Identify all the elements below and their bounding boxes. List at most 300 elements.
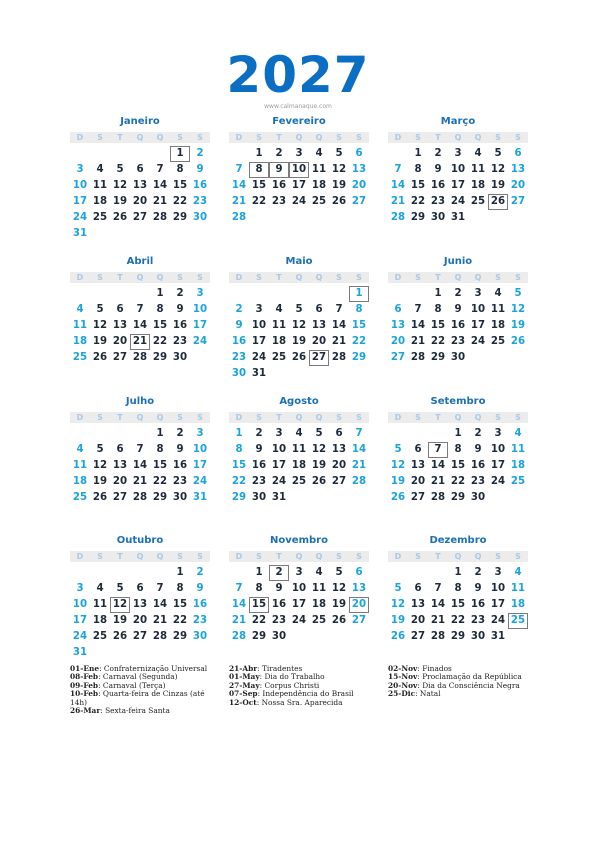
weekday-label: S bbox=[336, 413, 342, 422]
day-cell: 21 bbox=[410, 336, 426, 347]
week-row bbox=[229, 581, 369, 597]
day-cell: 7 bbox=[394, 164, 402, 175]
day-cell: 24 bbox=[192, 336, 208, 347]
day-cell: 16 bbox=[172, 320, 188, 331]
weekday-label: T bbox=[117, 133, 123, 142]
day-cell: 9 bbox=[434, 164, 442, 175]
empty-cell bbox=[110, 565, 130, 581]
day-cell: 16 bbox=[430, 180, 446, 191]
day-cell: 10 bbox=[251, 320, 267, 331]
day-cell: 28 bbox=[152, 631, 168, 642]
weekday-label: S bbox=[197, 552, 203, 561]
day-cell: 6 bbox=[335, 428, 343, 439]
day-cell: 18 bbox=[291, 460, 307, 471]
day-cell: 26 bbox=[510, 336, 526, 347]
day-cell: 23 bbox=[470, 615, 486, 626]
day-cell: 11 bbox=[92, 599, 108, 610]
day-cell: 11 bbox=[92, 180, 108, 191]
day-cell: 29 bbox=[430, 352, 446, 363]
day-cell: 28 bbox=[132, 492, 148, 503]
day-cell: 2 bbox=[196, 148, 204, 159]
holiday-day-cell: 8 bbox=[249, 162, 269, 178]
day-cell: 2 bbox=[275, 148, 283, 159]
day-cell: 13 bbox=[112, 460, 128, 471]
week-row bbox=[70, 178, 210, 194]
week-row bbox=[229, 629, 369, 645]
weekday-label: S bbox=[515, 413, 521, 422]
day-cell: 19 bbox=[291, 336, 307, 347]
holiday-list-1 bbox=[70, 665, 207, 715]
day-cell: 12 bbox=[291, 320, 307, 331]
day-cell: 22 bbox=[450, 615, 466, 626]
week-row bbox=[70, 350, 210, 366]
month-junio bbox=[388, 255, 528, 366]
week-row bbox=[388, 426, 528, 442]
holiday-name: Corpus Christi bbox=[264, 680, 320, 690]
day-cell: 19 bbox=[510, 320, 526, 331]
empty-cell bbox=[70, 286, 90, 302]
day-cell: 6 bbox=[315, 304, 323, 315]
day-cell: 28 bbox=[231, 631, 247, 642]
month-title: Setembro bbox=[430, 396, 486, 407]
weekday-label: T bbox=[117, 552, 123, 561]
day-cell: 8 bbox=[176, 583, 184, 594]
week-row bbox=[388, 458, 528, 474]
day-cell: 21 bbox=[231, 615, 247, 626]
day-cell: 8 bbox=[176, 164, 184, 175]
weekday-label: S bbox=[177, 552, 183, 561]
holiday-item: 25-Dic: Natal bbox=[388, 689, 441, 699]
day-cell: 13 bbox=[510, 164, 526, 175]
week-row bbox=[70, 645, 210, 661]
weekday-label: Q bbox=[295, 273, 303, 282]
day-cell: 28 bbox=[152, 212, 168, 223]
day-cell: 9 bbox=[275, 583, 283, 594]
day-cell: 16 bbox=[251, 460, 267, 471]
day-cell: 6 bbox=[514, 148, 522, 159]
week-row bbox=[70, 286, 210, 302]
day-cell: 11 bbox=[311, 583, 327, 594]
day-cell: 31 bbox=[450, 212, 466, 223]
day-cell: 24 bbox=[490, 476, 506, 487]
holiday-name: Finados bbox=[422, 664, 452, 673]
week-row bbox=[229, 302, 369, 318]
day-cell: 9 bbox=[454, 304, 462, 315]
weekday-header bbox=[70, 410, 210, 426]
day-cell: 23 bbox=[192, 615, 208, 626]
day-cell: 29 bbox=[410, 212, 426, 223]
empty-cell bbox=[170, 226, 190, 242]
day-cell: 25 bbox=[92, 212, 108, 223]
day-cell: 17 bbox=[470, 320, 486, 331]
empty-cell bbox=[388, 426, 408, 442]
day-cell: 18 bbox=[72, 476, 88, 487]
day-cell: 22 bbox=[351, 336, 367, 347]
day-cell: 3 bbox=[295, 148, 303, 159]
day-cell: 16 bbox=[271, 599, 287, 610]
empty-cell bbox=[110, 286, 130, 302]
week-row bbox=[229, 286, 369, 302]
day-cell: 29 bbox=[172, 631, 188, 642]
day-cell: 23 bbox=[251, 476, 267, 487]
holiday-date: 02-Nov bbox=[388, 664, 418, 673]
empty-cell bbox=[249, 286, 269, 302]
weekday-label: Q bbox=[295, 133, 303, 142]
week-row bbox=[388, 302, 528, 318]
day-cell: 3 bbox=[494, 428, 502, 439]
day-cell: 7 bbox=[136, 304, 144, 315]
holiday-item: 02-Nov: Finados bbox=[388, 664, 452, 673]
day-cell: 18 bbox=[92, 196, 108, 207]
day-cell: 4 bbox=[514, 567, 522, 578]
day-cell: 15 bbox=[450, 460, 466, 471]
empty-cell bbox=[309, 490, 329, 506]
month-julho bbox=[70, 395, 210, 506]
empty-cell bbox=[408, 286, 428, 302]
day-cell: 12 bbox=[390, 599, 406, 610]
day-cell: 29 bbox=[152, 492, 168, 503]
day-cell: 8 bbox=[156, 444, 164, 455]
week-row bbox=[229, 318, 369, 334]
weekday-label: Q bbox=[136, 552, 144, 561]
month-agosto bbox=[229, 395, 369, 506]
day-cell: 5 bbox=[315, 428, 323, 439]
holiday-day-cell: 27 bbox=[309, 350, 329, 366]
empty-cell bbox=[309, 210, 329, 226]
day-cell: 4 bbox=[514, 428, 522, 439]
week-row bbox=[229, 210, 369, 226]
day-cell: 31 bbox=[490, 631, 506, 642]
day-cell: 8 bbox=[454, 444, 462, 455]
weekday-label: D bbox=[76, 413, 84, 422]
day-cell: 24 bbox=[271, 476, 287, 487]
weekday-label: S bbox=[256, 133, 262, 142]
day-cell: 26 bbox=[390, 492, 406, 503]
empty-cell bbox=[150, 565, 170, 581]
day-cell: 3 bbox=[494, 567, 502, 578]
weekday-label: Q bbox=[136, 133, 144, 142]
day-cell: 25 bbox=[510, 476, 526, 487]
empty-cell bbox=[190, 645, 210, 661]
day-cell: 6 bbox=[414, 583, 422, 594]
day-cell: 21 bbox=[152, 196, 168, 207]
day-cell: 27 bbox=[132, 631, 148, 642]
week-row bbox=[70, 458, 210, 474]
holiday-name: Carnaval (Terça) bbox=[102, 680, 166, 690]
day-cell: 17 bbox=[271, 460, 287, 471]
weekday-label: D bbox=[394, 413, 402, 422]
holiday-item: 20-Nov: Dia da Consciência Negra bbox=[388, 680, 520, 690]
holiday-name: Natal bbox=[419, 689, 441, 699]
day-cell: 14 bbox=[331, 320, 347, 331]
day-cell: 9 bbox=[176, 444, 184, 455]
day-cell: 21 bbox=[132, 476, 148, 487]
holiday-day-cell: 12 bbox=[110, 597, 130, 613]
holiday-date: 08-Feb bbox=[70, 672, 99, 682]
day-cell: 11 bbox=[271, 320, 287, 331]
day-cell: 19 bbox=[112, 196, 128, 207]
day-cell: 3 bbox=[295, 567, 303, 578]
day-cell: 16 bbox=[231, 336, 247, 347]
day-cell: 27 bbox=[112, 492, 128, 503]
week-row bbox=[229, 565, 369, 581]
day-cell: 21 bbox=[390, 196, 406, 207]
day-cell: 23 bbox=[231, 352, 247, 363]
day-cell: 17 bbox=[450, 180, 466, 191]
day-cell: 21 bbox=[351, 460, 367, 471]
day-cell: 2 bbox=[474, 567, 482, 578]
day-cell: 19 bbox=[92, 336, 108, 347]
week-row bbox=[388, 162, 528, 178]
day-cell: 14 bbox=[152, 599, 168, 610]
weekday-label: Q bbox=[295, 413, 303, 422]
holiday-name: Dia da Consciência Negra bbox=[422, 680, 520, 690]
day-cell: 8 bbox=[434, 304, 442, 315]
empty-cell bbox=[130, 286, 150, 302]
day-cell: 14 bbox=[430, 460, 446, 471]
day-cell: 15 bbox=[450, 599, 466, 610]
month-outubro bbox=[70, 534, 210, 661]
week-row bbox=[70, 474, 210, 490]
day-cell: 21 bbox=[430, 476, 446, 487]
weekday-label: T bbox=[276, 273, 282, 282]
empty-cell bbox=[269, 366, 289, 382]
day-cell: 5 bbox=[335, 148, 343, 159]
empty-cell bbox=[349, 629, 369, 645]
day-cell: 23 bbox=[271, 615, 287, 626]
week-row bbox=[70, 194, 210, 210]
day-cell: 5 bbox=[116, 164, 124, 175]
day-cell: 7 bbox=[156, 583, 164, 594]
holiday-date: 07-Sep bbox=[229, 689, 258, 699]
day-cell: 30 bbox=[172, 352, 188, 363]
empty-cell bbox=[468, 210, 488, 226]
day-cell: 24 bbox=[72, 631, 88, 642]
holiday-item: 26-Mar: Sexta-feira Santa bbox=[70, 706, 170, 716]
weekday-label: Q bbox=[156, 552, 164, 561]
month-novembro bbox=[229, 534, 369, 645]
empty-cell bbox=[269, 210, 289, 226]
day-cell: 20 bbox=[410, 615, 426, 626]
day-cell: 14 bbox=[152, 180, 168, 191]
day-cell: 19 bbox=[331, 599, 347, 610]
week-row bbox=[70, 146, 210, 162]
day-cell: 13 bbox=[351, 583, 367, 594]
week-row bbox=[388, 565, 528, 581]
day-cell: 18 bbox=[311, 599, 327, 610]
day-cell: 3 bbox=[76, 583, 84, 594]
day-cell: 18 bbox=[311, 180, 327, 191]
day-cell: 16 bbox=[470, 599, 486, 610]
weekday-label: T bbox=[117, 273, 123, 282]
day-cell: 14 bbox=[410, 320, 426, 331]
month-title: Novembro bbox=[270, 535, 328, 546]
week-row bbox=[70, 442, 210, 458]
day-cell: 30 bbox=[470, 492, 486, 503]
day-cell: 9 bbox=[255, 444, 263, 455]
month-title: Outubro bbox=[116, 535, 164, 546]
weekday-label: D bbox=[76, 133, 84, 142]
week-row bbox=[229, 613, 369, 629]
weekday-label: S bbox=[177, 413, 183, 422]
month-title: Dezembro bbox=[429, 535, 487, 546]
day-cell: 6 bbox=[414, 444, 422, 455]
weekday-label: S bbox=[415, 273, 421, 282]
weekday-label: S bbox=[415, 133, 421, 142]
holiday-name: Confraternização Universal bbox=[103, 664, 208, 673]
day-cell: 20 bbox=[112, 476, 128, 487]
weekday-label: Q bbox=[136, 273, 144, 282]
day-cell: 6 bbox=[116, 444, 124, 455]
day-cell: 8 bbox=[414, 164, 422, 175]
empty-cell bbox=[468, 350, 488, 366]
weekday-label: D bbox=[394, 552, 402, 561]
weekday-label: S bbox=[495, 552, 501, 561]
day-cell: 28 bbox=[430, 631, 446, 642]
empty-cell bbox=[408, 426, 428, 442]
weekday-header bbox=[388, 410, 528, 426]
weekday-label: S bbox=[515, 273, 521, 282]
empty-cell bbox=[309, 366, 329, 382]
day-cell: 30 bbox=[231, 368, 247, 379]
weekday-label: Q bbox=[474, 133, 482, 142]
day-cell: 21 bbox=[331, 336, 347, 347]
day-cell: 11 bbox=[490, 304, 506, 315]
month-title: Fevereiro bbox=[272, 116, 326, 127]
day-cell: 26 bbox=[331, 196, 347, 207]
day-cell: 26 bbox=[112, 631, 128, 642]
day-cell: 7 bbox=[355, 428, 363, 439]
day-cell: 13 bbox=[390, 320, 406, 331]
day-cell: 24 bbox=[291, 196, 307, 207]
holiday-day-cell: 9 bbox=[269, 162, 289, 178]
weekday-label: T bbox=[276, 413, 282, 422]
day-cell: 30 bbox=[271, 631, 287, 642]
holiday-date: 01-Ene bbox=[70, 664, 100, 673]
day-cell: 10 bbox=[72, 180, 88, 191]
day-cell: 9 bbox=[176, 304, 184, 315]
empty-cell bbox=[289, 366, 309, 382]
day-cell: 3 bbox=[275, 428, 283, 439]
day-cell: 2 bbox=[474, 428, 482, 439]
weekday-label: S bbox=[336, 273, 342, 282]
day-cell: 18 bbox=[470, 180, 486, 191]
weekday-label: S bbox=[495, 273, 501, 282]
day-cell: 17 bbox=[490, 460, 506, 471]
day-cell: 2 bbox=[255, 428, 263, 439]
weekday-label: S bbox=[256, 413, 262, 422]
holiday-date: 15-Nov bbox=[388, 672, 418, 682]
day-cell: 22 bbox=[172, 196, 188, 207]
holiday-date: 20-Nov bbox=[388, 680, 418, 690]
day-cell: 26 bbox=[311, 476, 327, 487]
weekday-label: S bbox=[356, 552, 362, 561]
holiday-list-3 bbox=[388, 665, 522, 699]
day-cell: 23 bbox=[271, 196, 287, 207]
day-cell: 11 bbox=[510, 444, 526, 455]
holiday-item: 07-Sep: Independência do Brasil bbox=[229, 689, 354, 699]
holiday-name: Tiradentes bbox=[262, 664, 303, 673]
empty-cell bbox=[249, 210, 269, 226]
weekday-label: Q bbox=[454, 133, 462, 142]
weekday-label: Q bbox=[315, 413, 323, 422]
empty-cell bbox=[90, 226, 110, 242]
weekday-label: Q bbox=[454, 413, 462, 422]
holiday-day-cell: 1 bbox=[349, 286, 369, 302]
day-cell: 26 bbox=[112, 212, 128, 223]
weekday-label: S bbox=[336, 133, 342, 142]
day-cell: 1 bbox=[156, 428, 164, 439]
day-cell: 25 bbox=[72, 352, 88, 363]
weekday-label: S bbox=[415, 413, 421, 422]
day-cell: 5 bbox=[96, 304, 104, 315]
day-cell: 12 bbox=[92, 320, 108, 331]
holiday-item: 12-Oct: Nossa Sra. Aparecida bbox=[229, 697, 343, 707]
day-cell: 10 bbox=[490, 444, 506, 455]
holiday-item: 15-Nov: Proclamação da República bbox=[388, 672, 522, 682]
empty-cell bbox=[190, 226, 210, 242]
empty-cell bbox=[329, 210, 349, 226]
day-cell: 28 bbox=[231, 212, 247, 223]
day-cell: 5 bbox=[295, 304, 303, 315]
day-cell: 25 bbox=[470, 196, 486, 207]
weekday-label: D bbox=[394, 133, 402, 142]
empty-cell bbox=[388, 146, 408, 162]
day-cell: 7 bbox=[235, 583, 243, 594]
weekday-label: S bbox=[356, 133, 362, 142]
day-cell: 30 bbox=[251, 492, 267, 503]
day-cell: 30 bbox=[470, 631, 486, 642]
month-title: Janeiro bbox=[120, 116, 160, 127]
day-cell: 12 bbox=[331, 583, 347, 594]
weekday-label: S bbox=[197, 413, 203, 422]
empty-cell bbox=[488, 350, 508, 366]
empty-cell bbox=[170, 645, 190, 661]
day-cell: 27 bbox=[390, 352, 406, 363]
weekday-label: S bbox=[177, 273, 183, 282]
month-abril bbox=[70, 255, 210, 366]
holiday-date: 10-Feb bbox=[70, 689, 99, 699]
week-row bbox=[229, 162, 369, 178]
day-cell: 17 bbox=[72, 196, 88, 207]
week-row bbox=[388, 597, 528, 613]
day-cell: 27 bbox=[510, 196, 526, 207]
week-row bbox=[70, 490, 210, 506]
weekday-label: S bbox=[495, 413, 501, 422]
week-row bbox=[388, 613, 528, 629]
day-cell: 22 bbox=[152, 336, 168, 347]
day-cell: 6 bbox=[355, 148, 363, 159]
day-cell: 26 bbox=[92, 492, 108, 503]
day-cell: 15 bbox=[152, 460, 168, 471]
holiday-name: Dia do Trabalho bbox=[264, 672, 325, 682]
day-cell: 21 bbox=[430, 615, 446, 626]
empty-cell bbox=[508, 629, 528, 645]
day-cell: 30 bbox=[192, 212, 208, 223]
empty-cell bbox=[408, 565, 428, 581]
day-cell: 23 bbox=[470, 476, 486, 487]
day-cell: 28 bbox=[331, 352, 347, 363]
day-cell: 23 bbox=[172, 336, 188, 347]
day-cell: 11 bbox=[510, 583, 526, 594]
weekday-label: S bbox=[97, 273, 103, 282]
week-row bbox=[70, 210, 210, 226]
week-row bbox=[388, 194, 528, 210]
day-cell: 19 bbox=[92, 476, 108, 487]
day-cell: 9 bbox=[196, 164, 204, 175]
day-cell: 17 bbox=[192, 320, 208, 331]
day-cell: 25 bbox=[490, 336, 506, 347]
